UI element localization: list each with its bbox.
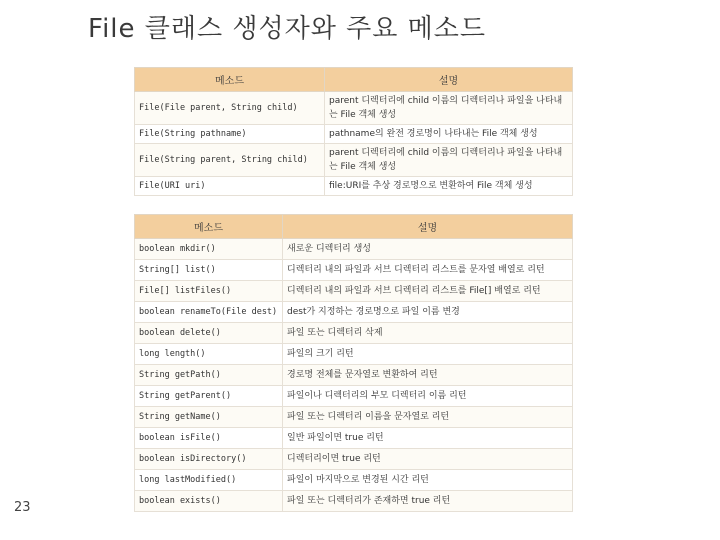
method-cell: boolean isDirectory() (135, 449, 283, 470)
table-row (135, 260, 573, 281)
table-row (135, 470, 573, 491)
description-cell: 디렉터리 내의 파일과 서브 디렉터리 리스트를 File[] 배열로 리턴 (283, 281, 573, 302)
table-row (135, 386, 573, 407)
description-cell: 디렉터리 내의 파일과 서브 디렉터리 리스트를 문자열 배열로 리턴 (283, 260, 573, 281)
method-cell: boolean exists() (135, 491, 283, 512)
table-header-row (135, 215, 573, 239)
table-row (135, 302, 573, 323)
page-number: 23 (14, 500, 31, 515)
table-row (135, 92, 573, 125)
column-header-description: 설명 (283, 215, 573, 239)
table-row (135, 428, 573, 449)
table-row (135, 491, 573, 512)
description-cell: parent 디렉터리에 child 이름의 디렉터리나 파일을 나타내는 File 객체 생성 (325, 144, 573, 177)
description-cell: parent 디렉터리에 child 이름의 디렉터리나 파일을 나타내는 File 객체 생성 (325, 92, 573, 125)
method-cell: File(File parent, String child) (135, 92, 325, 125)
table-row (135, 177, 573, 196)
constructors-table (134, 67, 573, 196)
description-cell: 파일 또는 디렉터리 이름을 문자열로 리턴 (283, 407, 573, 428)
description-cell: 파일 또는 디렉터리가 존재하면 true 리턴 (283, 491, 573, 512)
description-cell: dest가 지정하는 경로명으로 파일 이름 변경 (283, 302, 573, 323)
column-header-method: 메소드 (135, 215, 283, 239)
description-cell: 경로명 전체를 문자열로 변환하여 리턴 (283, 365, 573, 386)
method-cell: long lastModified() (135, 470, 283, 491)
method-cell: boolean mkdir() (135, 239, 283, 260)
method-cell: File(String pathname) (135, 125, 325, 144)
method-cell: String getParent() (135, 386, 283, 407)
method-cell: File(String parent, String child) (135, 144, 325, 177)
table-row (135, 344, 573, 365)
description-cell: 일반 파일이면 true 리턴 (283, 428, 573, 449)
method-cell: boolean delete() (135, 323, 283, 344)
table-row (135, 281, 573, 302)
description-cell: file:URI를 추상 경로명으로 변환하여 File 객체 생성 (325, 177, 573, 196)
method-cell: File(URI uri) (135, 177, 325, 196)
column-header-description: 설명 (325, 68, 573, 92)
table-row (135, 449, 573, 470)
table-row (135, 144, 573, 177)
table-row (135, 365, 573, 386)
table-header-row (135, 68, 573, 92)
method-cell: String getName() (135, 407, 283, 428)
method-cell: String getPath() (135, 365, 283, 386)
method-cell: File[] listFiles() (135, 281, 283, 302)
table-row (135, 407, 573, 428)
table-row (135, 125, 573, 144)
column-header-method: 메소드 (135, 68, 325, 92)
method-cell: long length() (135, 344, 283, 365)
description-cell: 파일 또는 디렉터리 삭제 (283, 323, 573, 344)
description-cell: 새로운 디렉터리 생성 (283, 239, 573, 260)
description-cell: 디렉터리이면 true 리턴 (283, 449, 573, 470)
description-cell: 파일의 크기 리턴 (283, 344, 573, 365)
methods-table (134, 214, 573, 512)
table-row (135, 323, 573, 344)
table-row (135, 239, 573, 260)
method-cell: boolean renameTo(File dest) (135, 302, 283, 323)
description-cell: pathname의 완전 경로명이 나타내는 File 객체 생성 (325, 125, 573, 144)
description-cell: 파일이나 디렉터리의 부모 디렉터리 이름 리턴 (283, 386, 573, 407)
slide-title: File 클래스 생성자와 주요 메소드 (88, 14, 486, 44)
description-cell: 파일이 마지막으로 변경된 시간 리턴 (283, 470, 573, 491)
method-cell: String[] list() (135, 260, 283, 281)
method-cell: boolean isFile() (135, 428, 283, 449)
